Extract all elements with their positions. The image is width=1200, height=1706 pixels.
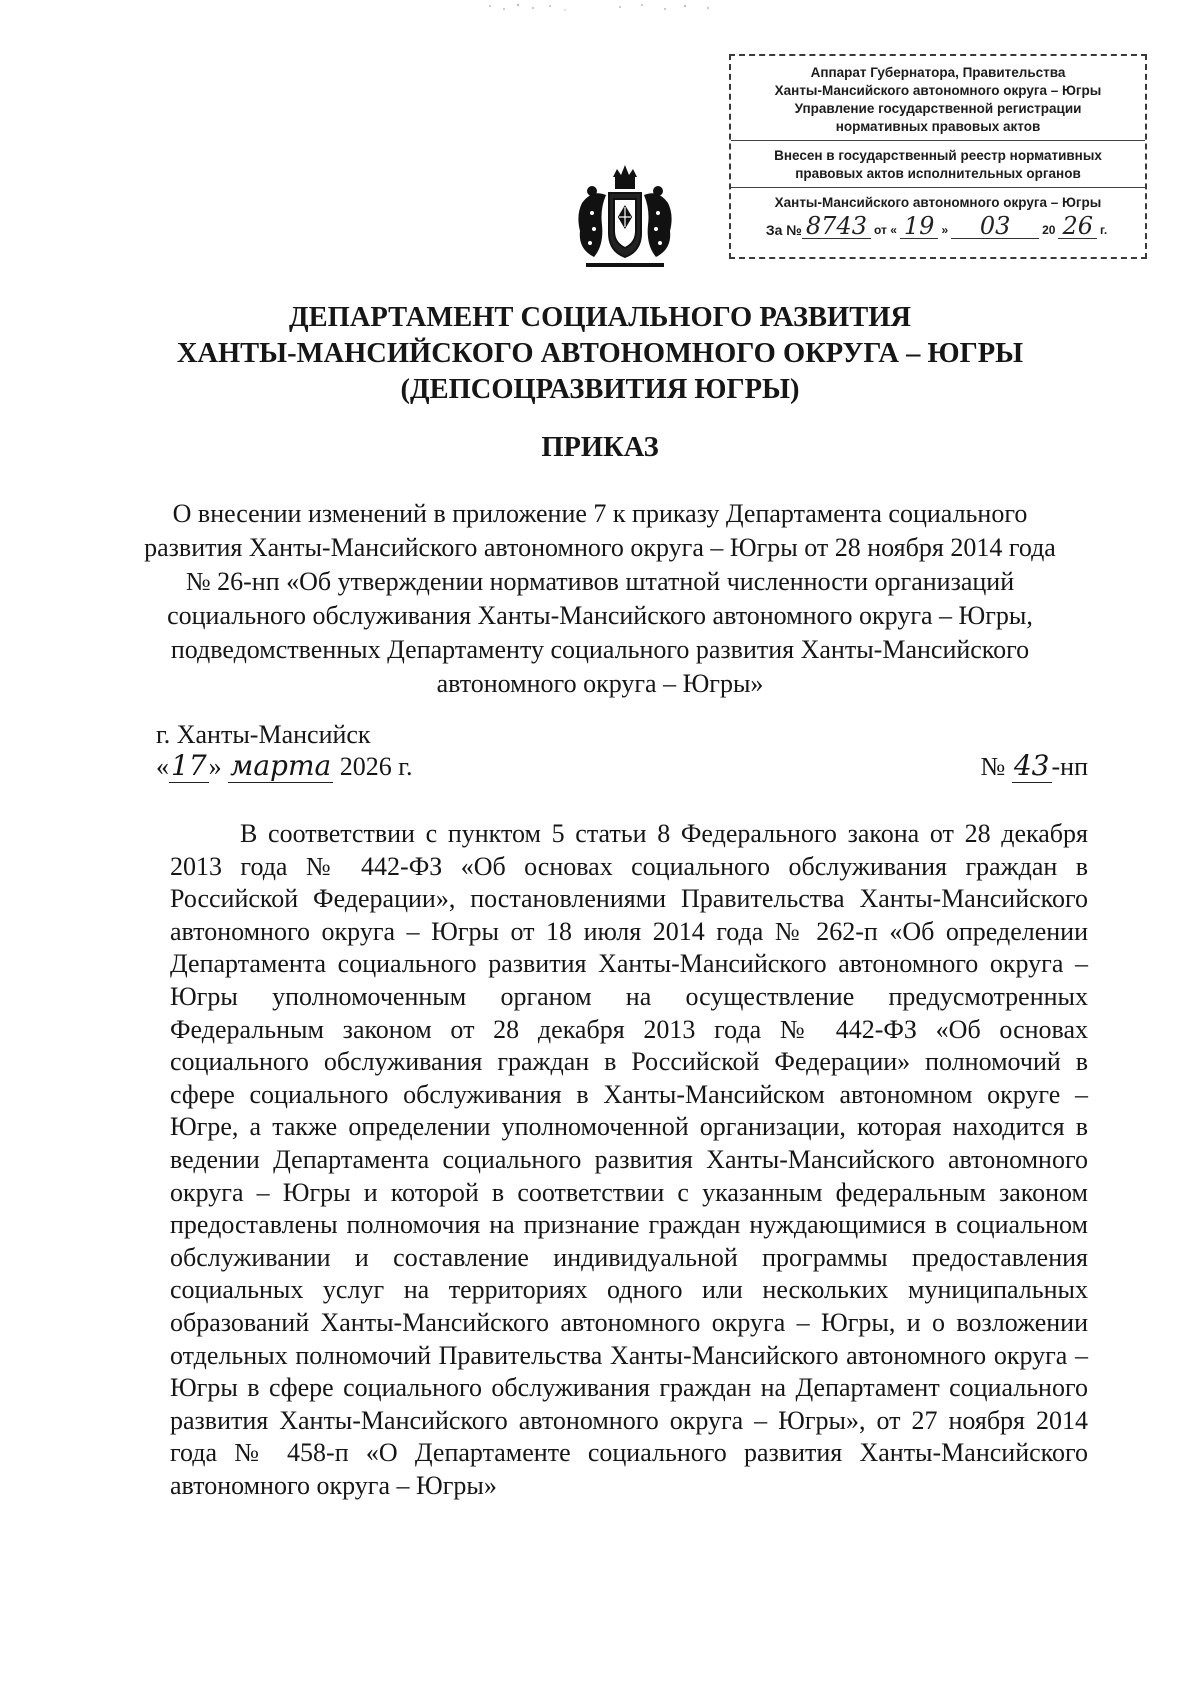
stamp-reg-text: Внесен в государственный реестр нормативных: [774, 148, 1102, 163]
stamp-year-end: г.: [1100, 223, 1108, 237]
document-subject: О внесении изменений в приложение 7 к приказу Департамента социального развития Ханты-Мансийского автономного округа – Югры от 28 ноября 2014 года № 26-нп «Об утверждении нормативов штатной численности организаций социального обслуживания Ханты-Мансийского автономного округа – Югры, подведомственных Департаменту социального развития Ханты-Мансийского автономного округа – Югры»: [144, 499, 1056, 698]
stamp-org-line: Аппарат Губернатора, Правительства: [810, 65, 1066, 80]
document-type: ПРИКАЗ: [541, 432, 659, 463]
stamp-org-line: Управление государственной регистрации: [794, 101, 1082, 116]
stamp-divider: [731, 140, 1145, 141]
stamp-divider: [731, 187, 1145, 188]
stamp-ot-label: от «: [873, 223, 897, 237]
stamp-reg-number: 8743: [802, 214, 871, 239]
stamp-reg-text: правовых актов исполнительных органов: [795, 166, 1081, 181]
document-number: [981, 751, 1088, 782]
stamp-za-label: За №: [765, 222, 802, 238]
document-date: [156, 751, 412, 782]
date-month: марта: [230, 749, 332, 782]
date-year: 2026 г.: [339, 752, 413, 781]
header-line: ХАНТЫ-МАНСИЙСКОГО АВТОНОМНОГО ОКРУГА – ЮГРЫ: [176, 338, 1024, 369]
date-and-number-line: [156, 751, 1088, 791]
header-line: ДЕПАРТАМЕНТ СОЦИАЛЬНОГО РАЗВИТИЯ: [289, 302, 911, 333]
stamp-reg-text: Ханты-Мансийского автономного округа – Югры: [774, 195, 1102, 210]
date-open-quote: «: [156, 752, 169, 781]
body-paragraph: В соответствии с пунктом 5 статьи 8 Федерального закона от 28 декабря 2013 года № 442-ФЗ «Об основах социального обслуживания граждан в Российской Федерации», постановлениями Правительства Ханты-Мансийского автономного округа – Югры от 18 июля 2014 года № 262-п «Об определении Департамента социального развития Ханты-Мансийского автономного округа – Югры уполномоченным органом на осуществление предусмотренных Федеральным законом от 28 декабря 2013 года № 442-ФЗ «Об основах социального обслуживания граждан в Российской Федерации» полномочий в сфере социального обслуживания в Ханты-Мансийском автономном округе – Югре, а также определении уполномоченной организации, которая находится в ведении Департамента социального развития Ханты-Мансийского автономного округа – Югры и которой в соответствии с указанным федеральным законом предоставлены полномочия на признание граждан нуждающимися в социальном обслуживании и составление индивидуальной программы предоставления социальных услуг на территориях одного или нескольких муниципальных образований Ханты-Мансийского автономного округа – Югры, и о возложении отдельных полномочий Правительства Ханты-Мансийского автономного округа – Югры в сфере социального обслуживания граждан на Департамент социального развития Ханты-Мансийского автономного округа – Югры», от 27 ноября 2014 года № 458-п «О Департаменте социального развития Ханты-Мансийского автономного округа – Югры»: [170, 819, 1088, 1500]
date-close-quote: »: [208, 752, 222, 781]
header-line: (ДЕПСОЦРАЗВИТИЯ ЮГРЫ): [400, 374, 800, 405]
stamp-registration-line: [731, 214, 1145, 239]
department-header: [0, 300, 1200, 408]
number-prefix: №: [980, 752, 1006, 781]
date-day: 17: [171, 749, 207, 782]
stamp-day: 19: [900, 214, 939, 239]
place-of-issue: г. Ханты-Мансийск: [156, 720, 371, 749]
coat-of-arms-icon: [572, 163, 678, 275]
number-value: 43: [1013, 749, 1050, 782]
stamp-day-close: »: [941, 223, 949, 237]
registration-stamp: [729, 54, 1147, 259]
stamp-year-suffix: 26: [1058, 214, 1097, 239]
stamp-org-line: нормативных правовых актов: [835, 119, 1041, 134]
stamp-year-prefix: 20: [1042, 223, 1056, 237]
stamp-org-line: Ханты-Мансийского автономного округа – Югры: [774, 83, 1102, 98]
stamp-month: 03: [951, 214, 1039, 239]
scan-artifact: [470, 0, 740, 16]
number-suffix: -нп: [1051, 752, 1088, 781]
